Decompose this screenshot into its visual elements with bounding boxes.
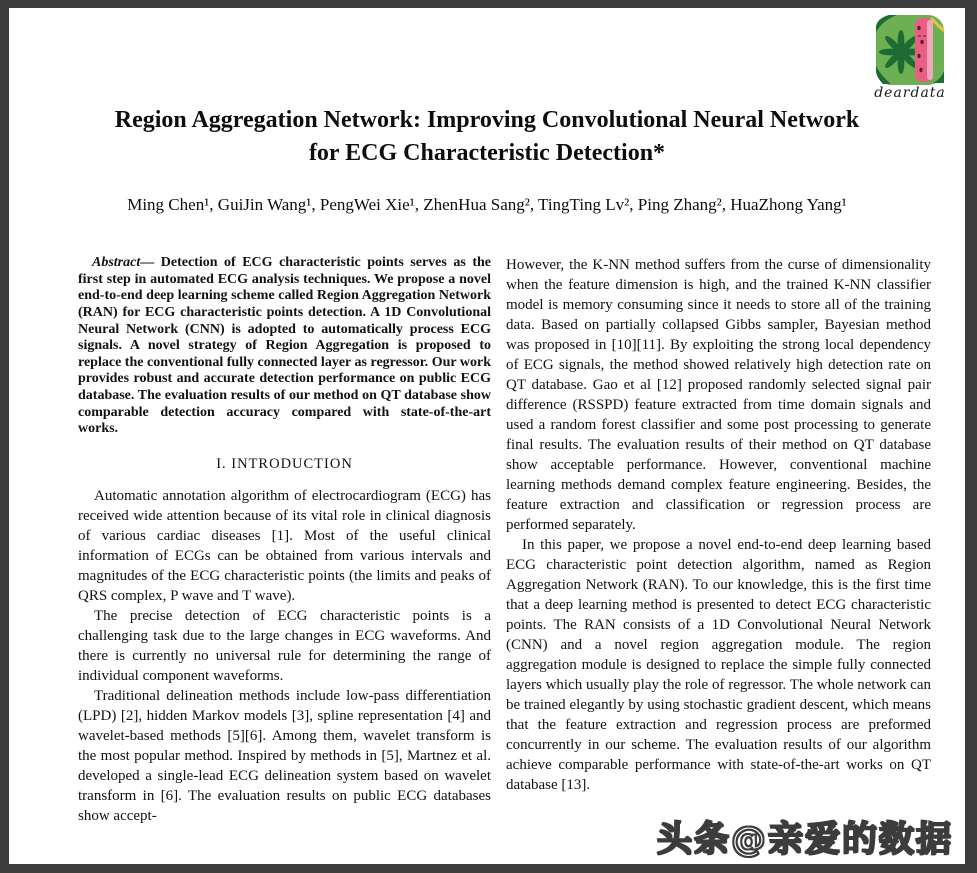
logo-brand-text: deardata	[874, 85, 946, 101]
abstract-text: Detection of ECG characteristic points serves as the first step in automated ECG analysis techniques. We propose a novel end-to-end deep learning scheme called Region Aggregation Network (RAN) for ECG characteristic points detection. A 1D Convolutional Neural Network (CNN) is adopted to automatically process ECG signals. A novel strategy of Region Aggregation is proposed to replace the conventional fully connected layer as regressor. Our work provides robust and accurate detection performance on public ECG database. The evaluation results of our method on QT database show comparable detection accuracy compared with state-of-the-art works.	[78, 255, 491, 437]
paper-title-line2: for ECG Characteristic Detection*	[308, 140, 666, 167]
toutiao-watermark: 头条@亲爱的数据	[656, 820, 953, 860]
right-column	[506, 255, 931, 826]
deardata-logo	[871, 14, 949, 101]
intro-paragraph-1: Automatic annotation algorithm of electrocardiogram (ECG) has received wide attention because of its vital role in clinical diagnosis of various cardiac diseases [1]. Most of the useful clinical information of ECGs can be obtained from various intervals and magnitudes of the ECG characteristic points (the limits and peaks of QRS complex, P wave and T wave).	[78, 487, 491, 604]
abstract-label: Abstract—	[92, 255, 155, 271]
section-heading-introduction: I. INTRODUCTION	[216, 455, 353, 472]
right-paragraph-1: However, the K-NN method suffers from the curse of dimensionality when the feature dimension is high, and the trained K-NN classifier model is memory consuming since it needs to store all of the training data. Based on partially collapsed Gibbs sampler, Bayesian method was proposed in [10][11]. By exploiting the strong local dependency of ECG signals, the method showed relatively high detection rate on QT database. Gao et al [12] proposed randomly selected signal pair difference (RSSPD) feature extracted from time domain signals and used a random forest classifier and some post processing to generate final results. The evaluation results of their method on QT database show acceptable performance. However, conventional machine learning methods demand complex feature engineering. Besides, the feature extraction and classification or regression process are performed separately.	[506, 257, 931, 534]
two-column-body	[78, 255, 931, 826]
watermelon-icon	[875, 14, 945, 86]
left-column	[78, 255, 491, 826]
intro-paragraph-3: Traditional delineation methods include low-pass differentiation (LPD) [2], hidden Markov models [3], spline representation [4] and wavelet-based methods [5][6]. Among them, wavelet transform is the most popular method. Inspired by methods in [5], Martnez et al. developed a single-lead ECG delineation system based on wavelet transform in [6]. The evaluation results on public ECG databases show accept-	[78, 687, 491, 824]
paper-title	[49, 104, 925, 170]
paper-title-line1: Region Aggregation Network: Improving Convolutional Neural Network	[114, 107, 860, 133]
authors-line: Ming Chen¹, GuiJin Wang¹, PengWei Xie¹, ZhenHua Sang², TingTing Lv², Ping Zhang², HuaZhong Yang¹	[127, 195, 847, 215]
right-paragraph-2: In this paper, we propose a novel end-to-end deep learning based ECG characteristic point detection algorithm, named as Region Aggregation Network (RAN). To our knowledge, this is the first time that a deep learning method is presented to detect ECG characteristic points. The RAN consists of a 1D Convolutional Neural Network (CNN) and a novel region aggregation module. The region aggregation module is designed to replace the simple fully connected layers which usually play the role of regressor. The whole network can be trained elegantly by using stochastic gradient descent, which means that the feature extraction and regression process are preformed concurrently in our scheme. The evaluation results of our algorithm achieve comparable performance with state-of-the-art works on QT database [13].	[506, 537, 931, 794]
paper-page	[9, 8, 965, 864]
abstract	[78, 255, 491, 438]
intro-paragraph-2: The precise detection of ECG characteristic points is a challenging task due to the large changes in ECG waveforms. And there is currently no universal rule for determining the range of individual component waveforms.	[78, 607, 491, 684]
